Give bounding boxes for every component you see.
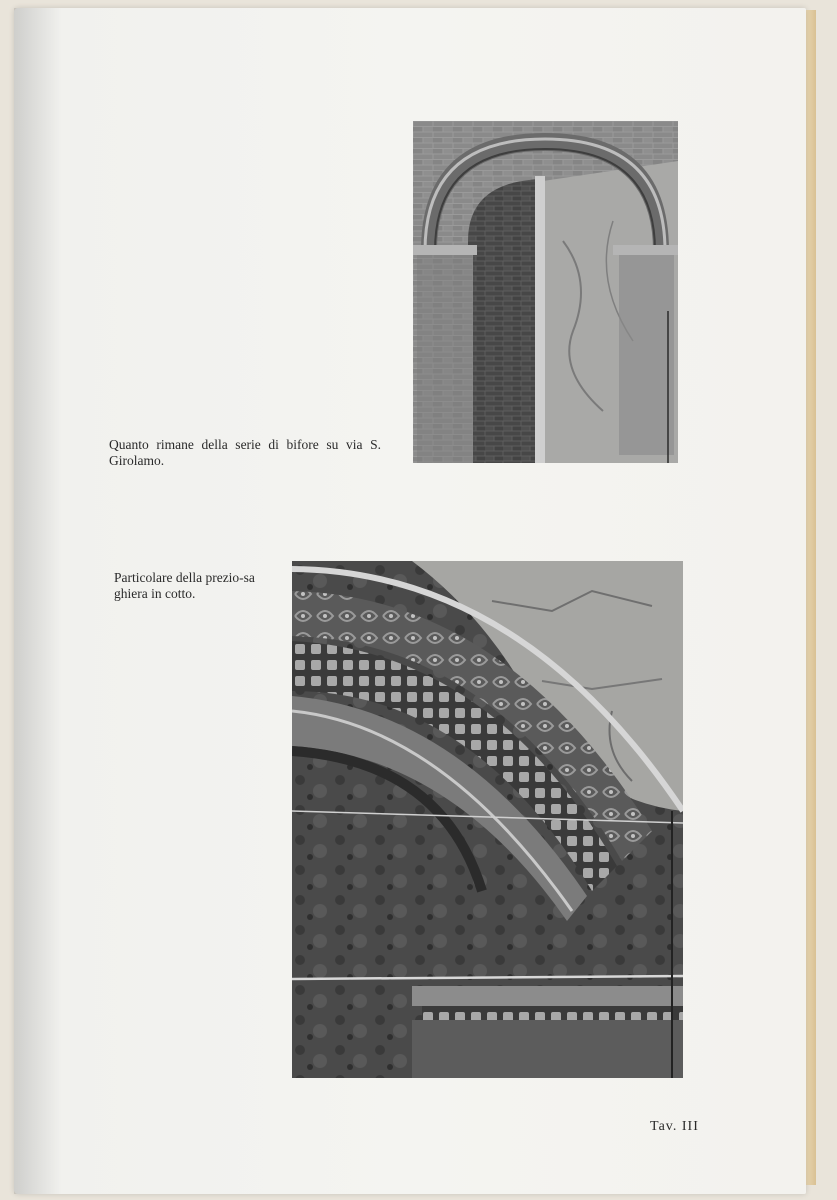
photo-bricked-window: [413, 121, 678, 463]
caption-ghiera: Particolare della prezio-sa ghiera in cotto.: [114, 570, 255, 601]
spine-shadow: [14, 8, 62, 1194]
photo-terracotta-arch-detail: [292, 561, 683, 1078]
plate-number: Tav. III: [650, 1119, 699, 1134]
caption-bifore: Quanto rimane della serie di bifore su via S. Girolamo.: [109, 437, 381, 468]
page-edge: [806, 10, 816, 1185]
